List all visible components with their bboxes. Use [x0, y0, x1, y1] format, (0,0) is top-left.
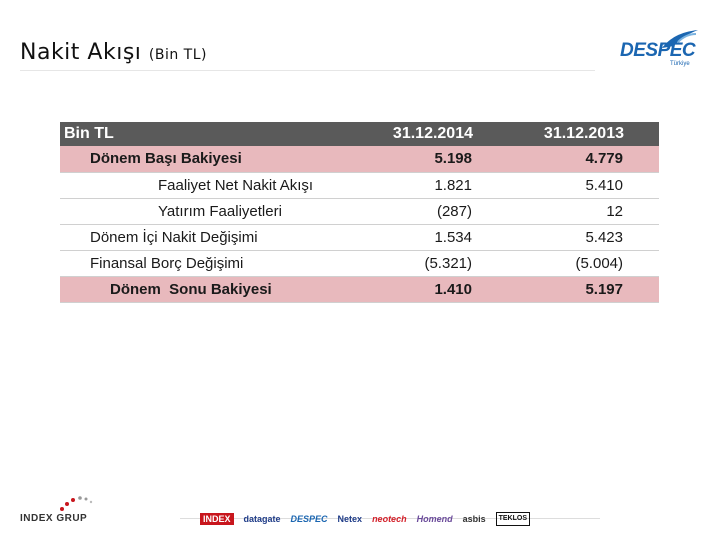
- brand-netex: Netex: [337, 514, 363, 524]
- brand-homend: Homend: [416, 514, 453, 524]
- row-label: Dönem Başı Bakiyesi: [60, 146, 360, 172]
- value-2013: (5.004): [510, 250, 659, 276]
- brand-index: INDEX: [200, 513, 234, 525]
- despec-logo: [620, 28, 702, 70]
- value-2014: 1.410: [360, 276, 510, 302]
- table-row: [60, 146, 659, 172]
- logo-region-text: Türkiye: [670, 61, 690, 67]
- value-2013: 4.779: [510, 146, 659, 172]
- brand-strip: [200, 510, 530, 528]
- table-row: [60, 224, 659, 250]
- logo-brand-text: DESPEC: [620, 40, 696, 61]
- value-2014: (287): [360, 198, 510, 224]
- slide-title: Nakit Akışı (Bin TL): [20, 40, 207, 65]
- value-2013: 5.423: [510, 224, 659, 250]
- title-divider: [20, 70, 595, 71]
- brand-despec: DESPEC: [290, 514, 328, 524]
- value-2013: 5.410: [510, 172, 659, 198]
- value-2013: 12: [510, 198, 659, 224]
- header-2013: 31.12.2013: [510, 122, 659, 146]
- brand-neotech: neotech: [372, 514, 407, 524]
- value-2014: (5.321): [360, 250, 510, 276]
- dots-icon: [56, 495, 96, 515]
- row-label: Yatırım Faaliyetleri: [60, 198, 360, 224]
- table-row: [60, 172, 659, 198]
- value-2014: 1.534: [360, 224, 510, 250]
- cash-flow-table: [60, 122, 659, 303]
- row-label: Faaliyet Net Nakit Akışı: [60, 172, 360, 198]
- table-row: [60, 198, 659, 224]
- row-label: Dönem İçi Nakit Değişimi: [60, 224, 360, 250]
- value-2014: 5.198: [360, 146, 510, 172]
- header-unit: Bin TL: [60, 122, 360, 146]
- brand-datagate: datagate: [243, 514, 281, 524]
- index-grup-logo: [20, 495, 100, 531]
- header-2014: 31.12.2014: [360, 122, 510, 146]
- slide-subtitle: (Bin TL): [148, 47, 207, 63]
- value-2013: 5.197: [510, 276, 659, 302]
- slide-title-block: [20, 40, 207, 65]
- table-row: [60, 276, 659, 302]
- row-label: Finansal Borç Değişimi: [60, 250, 360, 276]
- index-grup-text: INDEX GRUP: [20, 513, 88, 524]
- table-header-row: [60, 122, 659, 146]
- brand-teklos: TEKLOS: [496, 512, 530, 526]
- table-row: [60, 250, 659, 276]
- value-2014: 1.821: [360, 172, 510, 198]
- brand-asbis: asbis: [462, 514, 486, 524]
- row-label: Dönem Sonu Bakiyesi: [60, 276, 360, 302]
